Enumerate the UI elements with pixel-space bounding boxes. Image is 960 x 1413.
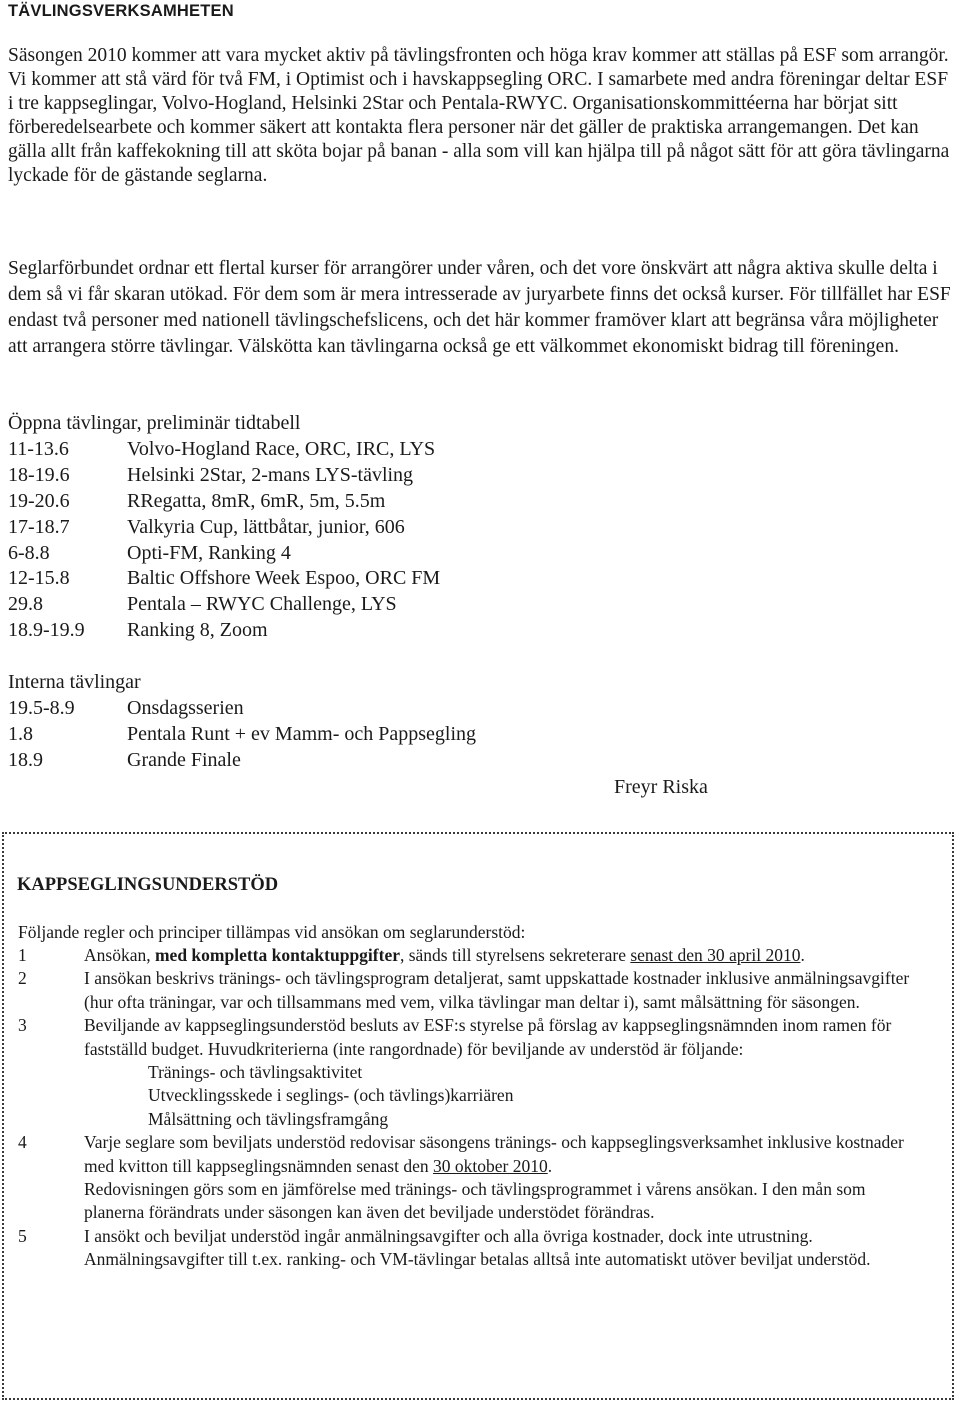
rule-item [18,944,928,967]
schedule-event: Onsdagsserien [127,697,244,719]
criterion-item: Utvecklingsskede i seglings- (och tävlings)karriären [148,1085,514,1106]
section-heading-tavlingsverksamheten: TÄVLINGSVERKSAMHETEN [8,2,234,20]
rules-intro: Följande regler och principer tillämpas vid ansökan om seglarunderstöd: [18,922,526,942]
courses-paragraph: Seglarförbundet ordnar ett flertal kurser för arrangörer under våren, och det vore önskvärt att några aktiva skulle delta i dem så vi får skaran utökad. För dem som är mera intresserade av juryarbete finns det också kurser. För tillfället har ESF endast två personer med nationell tävlingschefslicens, och det här kommer framöver klart att begränsa våra möjligheter att arrangera större tävlingar. Välskötta kan tävlingarna också ge ett välkommet ekonomiskt bidrag till föreningen. [8,258,951,357]
rule-text [84,944,928,967]
criterion-item: Målsättning och tävlingsframgång [148,1108,389,1129]
rule-text-part: Varje seglare som beviljats understöd redovisar säsongens tränings- och kappseglingsverksamhet inklusive kostnader med kvitton till kappseglingsnämnden senast den [84,1132,904,1176]
internal-competitions-schedule [8,695,708,773]
rule-number: 1 [18,945,27,965]
schedule-date: 19-20.6 [8,489,70,512]
schedule-event: Valkyria Cup, lättbåtar, junior, 606 [127,515,405,538]
rule-number: 5 [18,1225,27,1246]
schedule-date: 1.8 [8,722,33,745]
rule-deadline: 30 oktober 2010 [432,1155,548,1176]
schedule-date: 18-19.6 [8,463,70,486]
schedule-event: Pentala Runt + ev Mamm- och Pappsegling [127,722,477,745]
rule-item [18,1014,928,1131]
rule-text: I ansökan beskrivs tränings- och tävlingsprogram detaljerat, samt uppskattade kostnader inklusive anmälningsavgifter (hur ofta träningar, var och tillsammans med vem, vilka tävlingar man deltar i), samt målsättning för säsongen. [84,968,910,1012]
schedule-row [8,488,708,514]
schedule-date: 11-13.6 [8,438,69,460]
rule-criteria-list [18,1061,928,1131]
schedule-date: 6-8.8 [8,541,50,564]
rule-item [18,1225,928,1272]
open-competitions-title: Öppna tävlingar, preliminär tidtabell [8,412,301,434]
rule-note: Redovisningen görs som en jämförelse med tränings- och tävlingsprogrammet i vårens ansökan. I den mån som planerna förändrats under säsongen kan även det beviljade understödet förändras. [84,1179,866,1223]
schedule-row [8,721,708,747]
schedule-row [8,436,708,462]
schedule-event: RRegatta, 8mR, 6mR, 5m, 5.5m [127,489,386,512]
criterion-item: Tränings- och tävlingsaktivitet [148,1062,363,1083]
schedule-row [8,695,708,721]
rule-text: Beviljande av kappseglingsunderstöd besluts av ESF:s styrelse på förslag av kappseglingsnämnden inom ramen för fastställd budget. Huvudkriterierna (inte rangordnade) för beviljande av understöd är följande: [84,1015,892,1059]
rule-text-part: , sänds till styrelsens sekreterare [399,945,631,965]
schedule-row [8,540,708,566]
schedule-event: Grande Finale [127,748,241,771]
schedule-event: Baltic Offshore Week Espoo, ORC FM [127,567,441,590]
schedule-row [8,747,708,773]
rule-item [18,967,928,1014]
open-competitions-schedule [8,436,708,643]
rule-text: I ansökt och beviljat understöd ingår anmälningsavgifter och alla övriga kostnader, dock inte utrustning. Anmälningsavgifter till t.ex. ranking- och VM-tävlingar betalas alltså inte automatiskt utöver beviljat understöd. [84,1225,871,1270]
schedule-row [8,617,708,643]
schedule-event: Ranking 8, Zoom [127,619,268,642]
schedule-date: 18.9 [8,748,43,771]
intro-paragraph: Säsongen 2010 kommer att vara mycket aktiv på tävlingsfronten och höga krav kommer att ställas på ESF som arrangör. Vi kommer att stå värd för två FM, i Optimist och i havskappsegling ORC. I samarbete med andra föreningar deltar ESF i tre kappseglingar, Volvo-Hogland, Helsinki 2Star och Pentala-RWYC. Organisationskommittéerna har börjat sitt förberedelsearbete och kommer säkert att kontakta flera personer när det gäller de praktiska arrangemangen. Det kan gälla allt från kaffekokning till att sköta bojar på banan - alla som vill kan hjälpa till på något sätt för att göra tävlingarna lyckade för de gästande seglarna. [8,45,950,186]
signature-author: Freyr Riska [614,776,708,798]
rule-deadline: senast den 30 april 2010 [630,945,801,965]
rule-item [18,1131,928,1225]
rule-number: 3 [18,1015,27,1036]
schedule-date: 17-18.7 [8,515,70,538]
schedule-date: 29.8 [8,593,43,616]
schedule-date: 19.5-8.9 [8,697,75,719]
rule-text-part: . [547,1155,553,1176]
internal-competitions-title: Interna tävlingar [8,671,141,693]
schedule-event: Helsinki 2Star, 2-mans LYS-tävling [127,463,414,486]
schedule-row [8,565,708,591]
rule-number: 2 [18,968,27,989]
schedule-event: Pentala – RWYC Challenge, LYS [127,593,397,616]
schedule-event: Volvo-Hogland Race, ORC, IRC, LYS [127,438,436,460]
rule-text-part: Ansökan, [84,945,155,965]
rule-text-part: . [800,945,805,965]
schedule-event: Opti-FM, Ranking 4 [127,541,291,564]
rule-text [84,1131,928,1178]
schedule-row [8,591,708,617]
schedule-row [8,514,708,540]
schedule-date: 12-15.8 [8,567,70,590]
rule-number: 4 [18,1132,27,1153]
rule-bold-text: med kompletta kontaktuppgifter [154,945,400,965]
rules-list [18,944,928,1272]
schedule-row [8,462,708,488]
section-heading-kappseglingsunderstod: KAPPSEGLINGSUNDERSTÖD [17,875,279,895]
schedule-date: 18.9-19.9 [8,619,85,642]
